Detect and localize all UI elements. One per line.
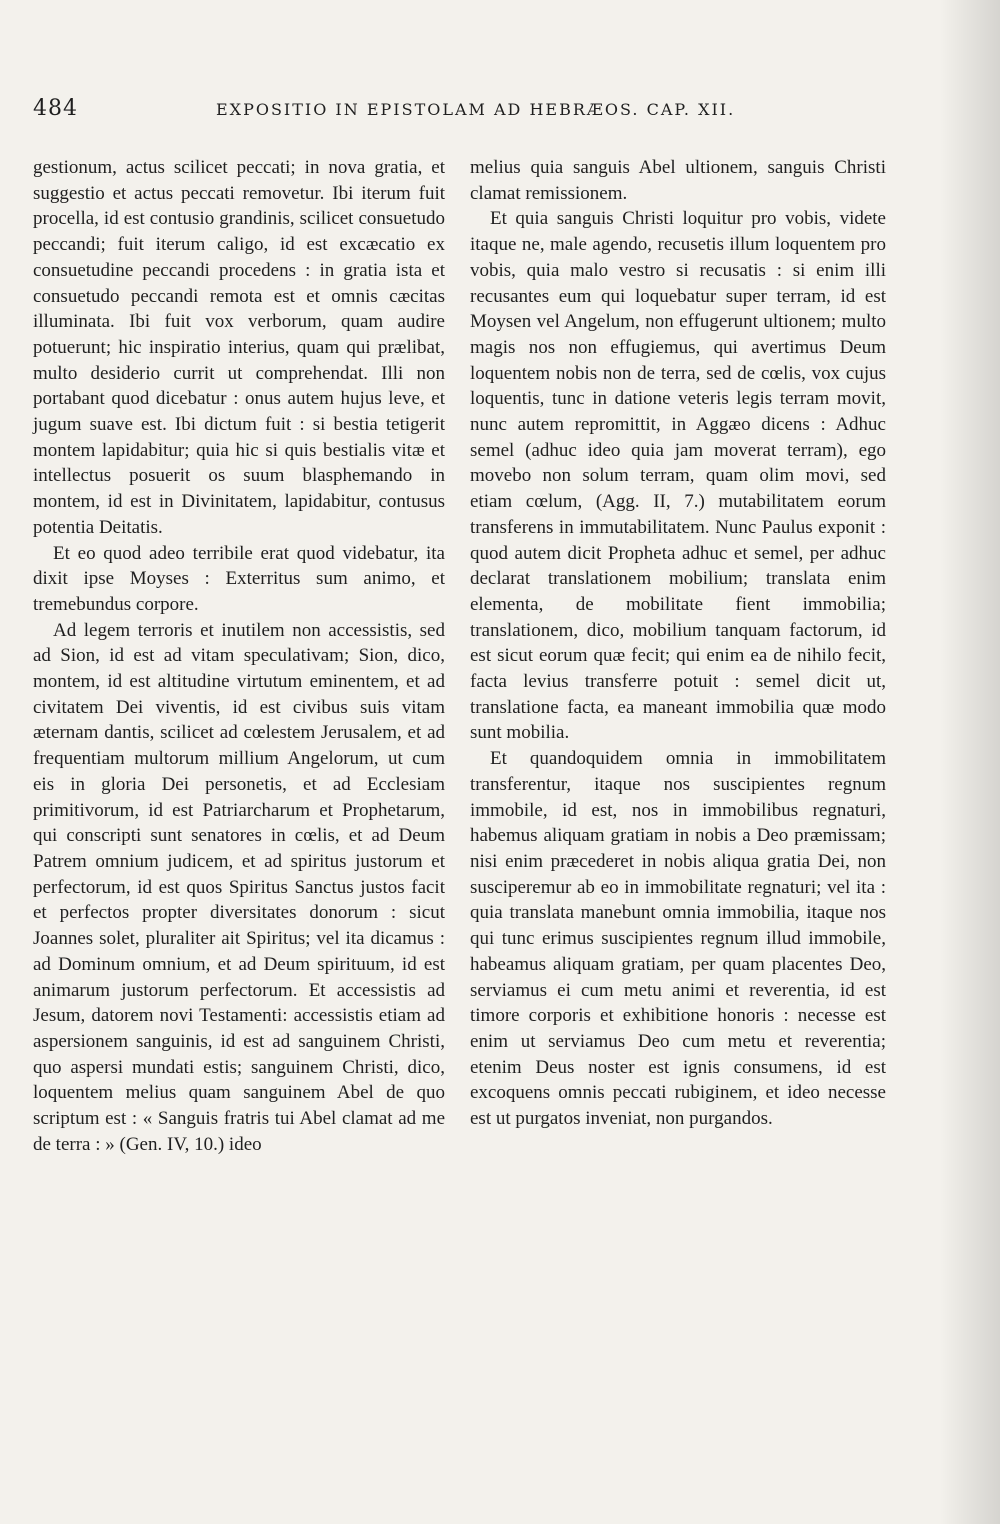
paragraph: Et quandoquidem omnia in immobilitatem transferentur, itaque nos suscipientes regnum immobile, id est, nos in immobilibus regnaturi, habemus aliquam gratiam in nobis a Deo præmissam; nisi enim præcederet in nobis aliqua gratia Dei, non susciperemur ab eo in immobilitate regnaturi; vel ita : quia translata manebunt omnia immobilia, itaque nos qui tunc erimus suscipientes regnum illud immobile, habeamus aliquam gratiam, per quam placentes Deo, serviamus ei cum metu animi et reverentia, id est timore corporis et exhibitione honoris : necesse est enim ut serviamus Deo cum metu et reverentia; etenim Deus noster est ignis consumens, id est excoquens omnis peccati rubiginem, et ideo necesse est ut purgatos inveniat, non purgandos. [470, 748, 886, 1130]
paragraph: Ad legem terroris et inutilem non accessistis, sed ad Sion, id est ad vitam speculativam; Sion, dico, montem, id est altitudine virtutum eminentem, et ad civitatem Dei viventis, id est civibus suis vitam æternam dantis, scilicet ad cœlestem Jerusalem, et ad frequentiam multorum millium Angelorum, ut cum eis in gloria Dei personetis, et ad Ecclesiam primitivorum, id est Patriarcharum et Prophetarum, qui conscripti sunt senatores in cœlis, et ad Deum Patrem omnium judicem, et ad spiritus justorum et perfectorum, id est quos Spiritus Sanctus justos facit et perfectos propter diversitates donorum : sicut Joannes solet, pluraliter ait Spiritus; vel ita dicamus : ad Dominum omnium, et ad Deum spirituum, id est animarum justorum perfectorum. Et accessistis ad Jesum, datorem novi Testamenti: accessistis etiam ad aspersionem sanguinis, id est ad sanguinem Christi, quo aspersi mundati estis; sanguinem Christi, dico, loquentem melius quam sanguinem Abel de quo scriptum est : « Sanguis fratris tui Abel clamat ad me de terra : » (Gen. IV, 10.) ideo [33, 619, 445, 1155]
paragraph: Et quia sanguis Christi loquitur pro vobis, videte itaque ne, male agendo, recusetis illum loquentem pro vobis, quia malo vestro si recusatis : si enim illi recusantes eum qui loquebatur super terram, id est Moysen vel Angelum, non effugerunt ultionem; multo magis nos non effugiemus, qui avertimus Deum loquentem nobis non de terra, sed de cœlis, vox cujus loquentis, tunc in datione veteris legis terram movit, nunc autem repromittit, in Aggæo dicens : Adhuc semel (adhuc ideo quia jam moverat terram), ego movebo non solum terram, quam olim movi, sed etiam cœlum, (Agg. II, 7.) mutabilitatem eorum transferens in immutabilitatem. Nunc Paulus exponit : quod autem dicit Propheta adhuc et semel, per adhuc declarat translationem mobilium; translata enim elementa, de mobilitate fient immobilia; translationem, dico, mobilium tanquam factorum, id est sicut eorum quæ fecit; qui enim ea de nihilo fecit, facta levius transferre potuit : semel dicit ut, translatione facta, ea maneant immobilia quæ modo sunt mobilia. [470, 208, 886, 744]
page-number: 484 [33, 96, 78, 121]
paragraph: Et eo quod adeo terribile erat quod videbatur, ita dixit ipse Moyses : Exterritus sum animo, et tremebundus corpore. [33, 542, 445, 615]
running-head: EXPOSITIO IN EPISTOLAM AD HEBRÆOS. CAP. XII. [216, 100, 736, 119]
page-header [0, 96, 1000, 126]
paragraph: gestionum, actus scilicet peccati; in nova gratia, et suggestio et actus peccati removetur. Ibi iterum fuit procella, id est contusio grandinis, scilicet consuetudo peccandi; fuit iterum caligo, id est excæcatio ex consuetudine peccandi procedens : in gratia ista et consuetudo peccandi remota est et omnis cæcitas illuminata. Ibi fuit vox verborum, quam audire potuerunt; hic inspiratio interius, quam qui prælibat, multo desiderio currit ut comprehendat. Illi non portabant quod dicebatur : onus autem hujus leve, et jugum suave est. Ibi dictum fuit : si bestia tetigerit montem lapidabitur; quia hic si quis bestialis vitæ et intellectus posuerit os suum blasphemando in montem, id est in Divinitatem, lapidabitur, contusus potentia Deitatis. [33, 157, 445, 538]
page-shadow [940, 0, 1000, 1524]
paragraph: melius quia sanguis Abel ultionem, sanguis Christi clamat remissionem. [470, 157, 886, 204]
right-column [470, 155, 886, 1132]
left-column [33, 155, 445, 1157]
